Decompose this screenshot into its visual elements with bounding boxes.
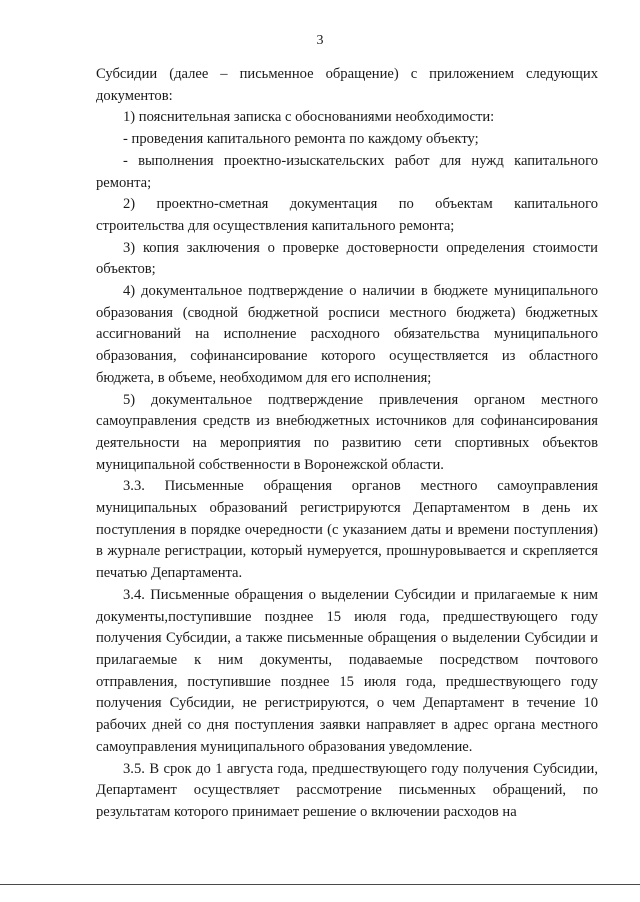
paragraph-item-1-sub-a: - проведения капитального ремонта по каждому объекту;: [123, 131, 479, 148]
paragraph-section-3-3: 3.3. Письменные обращения органов местного самоуправления муниципальных образований регистрируются Департаментом в день их поступления в порядке очередности (с указанием даты и времени поступления) в журнале регистрации, который нумеруется, прошнуровывается и скрепляется печатью Департамента.: [96, 478, 598, 582]
paragraph-section-3-4: 3.4. Письменные обращения о выделении Субсидии и прилагаемые к ним документы,поступившие позднее 15 июля года, предшествующего году получения Субсидии, а также письменные обращения о выделении Субсидии и прилагаемые к ним документы, подаваемые посредством почтового отправления, поступившие позднее 15 июля года, предшествующего году получения Субсидии, не регистрируются, о чем Департамент в течение 10 рабочих дней со дня поступления заявки направляет в адрес органа местного самоуправления муниципального образования уведомление.: [96, 586, 598, 755]
paragraph-item-3: 3) копия заключения о проверке достоверности определения стоимости объектов;: [96, 239, 598, 278]
paragraph-intro-continuation: Субсидии (далее – письменное обращение) с приложением следующих документов:: [96, 66, 598, 104]
document-body: [96, 64, 598, 824]
page-number: 3: [316, 33, 324, 48]
paragraph-item-4: 4) документальное подтверждение о наличии в бюджете муниципального образования (сводной бюджетной росписи местного бюджета) бюджетных ассигнований на исполнение расходного обязательства муниципального образования, софинансирование которого осуществляется из областного бюджета, в объеме, необходимом для его исполнения;: [96, 283, 598, 386]
paragraph-item-1-sub-b: - выполнения проектно-изыскательских работ для нужд капитального ремонта;: [96, 152, 598, 191]
paragraph-section-3-5: 3.5. В срок до 1 августа года, предшествующего году получения Субсидии, Департамент осуществляет рассмотрение письменных обращений, по результатам которого принимает решение о включении расходов на: [96, 760, 598, 820]
paragraph-item-2: 2) проектно-сметная документация по объектам капитального строительства для осуществления капитального ремонта;: [96, 196, 598, 234]
paragraph-item-5: 5) документальное подтверждение привлечения органом местного самоуправления средств из внебюджетных источников для софинансирования деятельности на мероприятия по развитию сети спортивных объектов муниципальной собственности в Воронежской области.: [96, 391, 598, 473]
page-bottom-rule: [0, 884, 640, 885]
paragraph-item-1: 1) пояснительная записка с обоснованиями необходимости:: [123, 109, 495, 126]
